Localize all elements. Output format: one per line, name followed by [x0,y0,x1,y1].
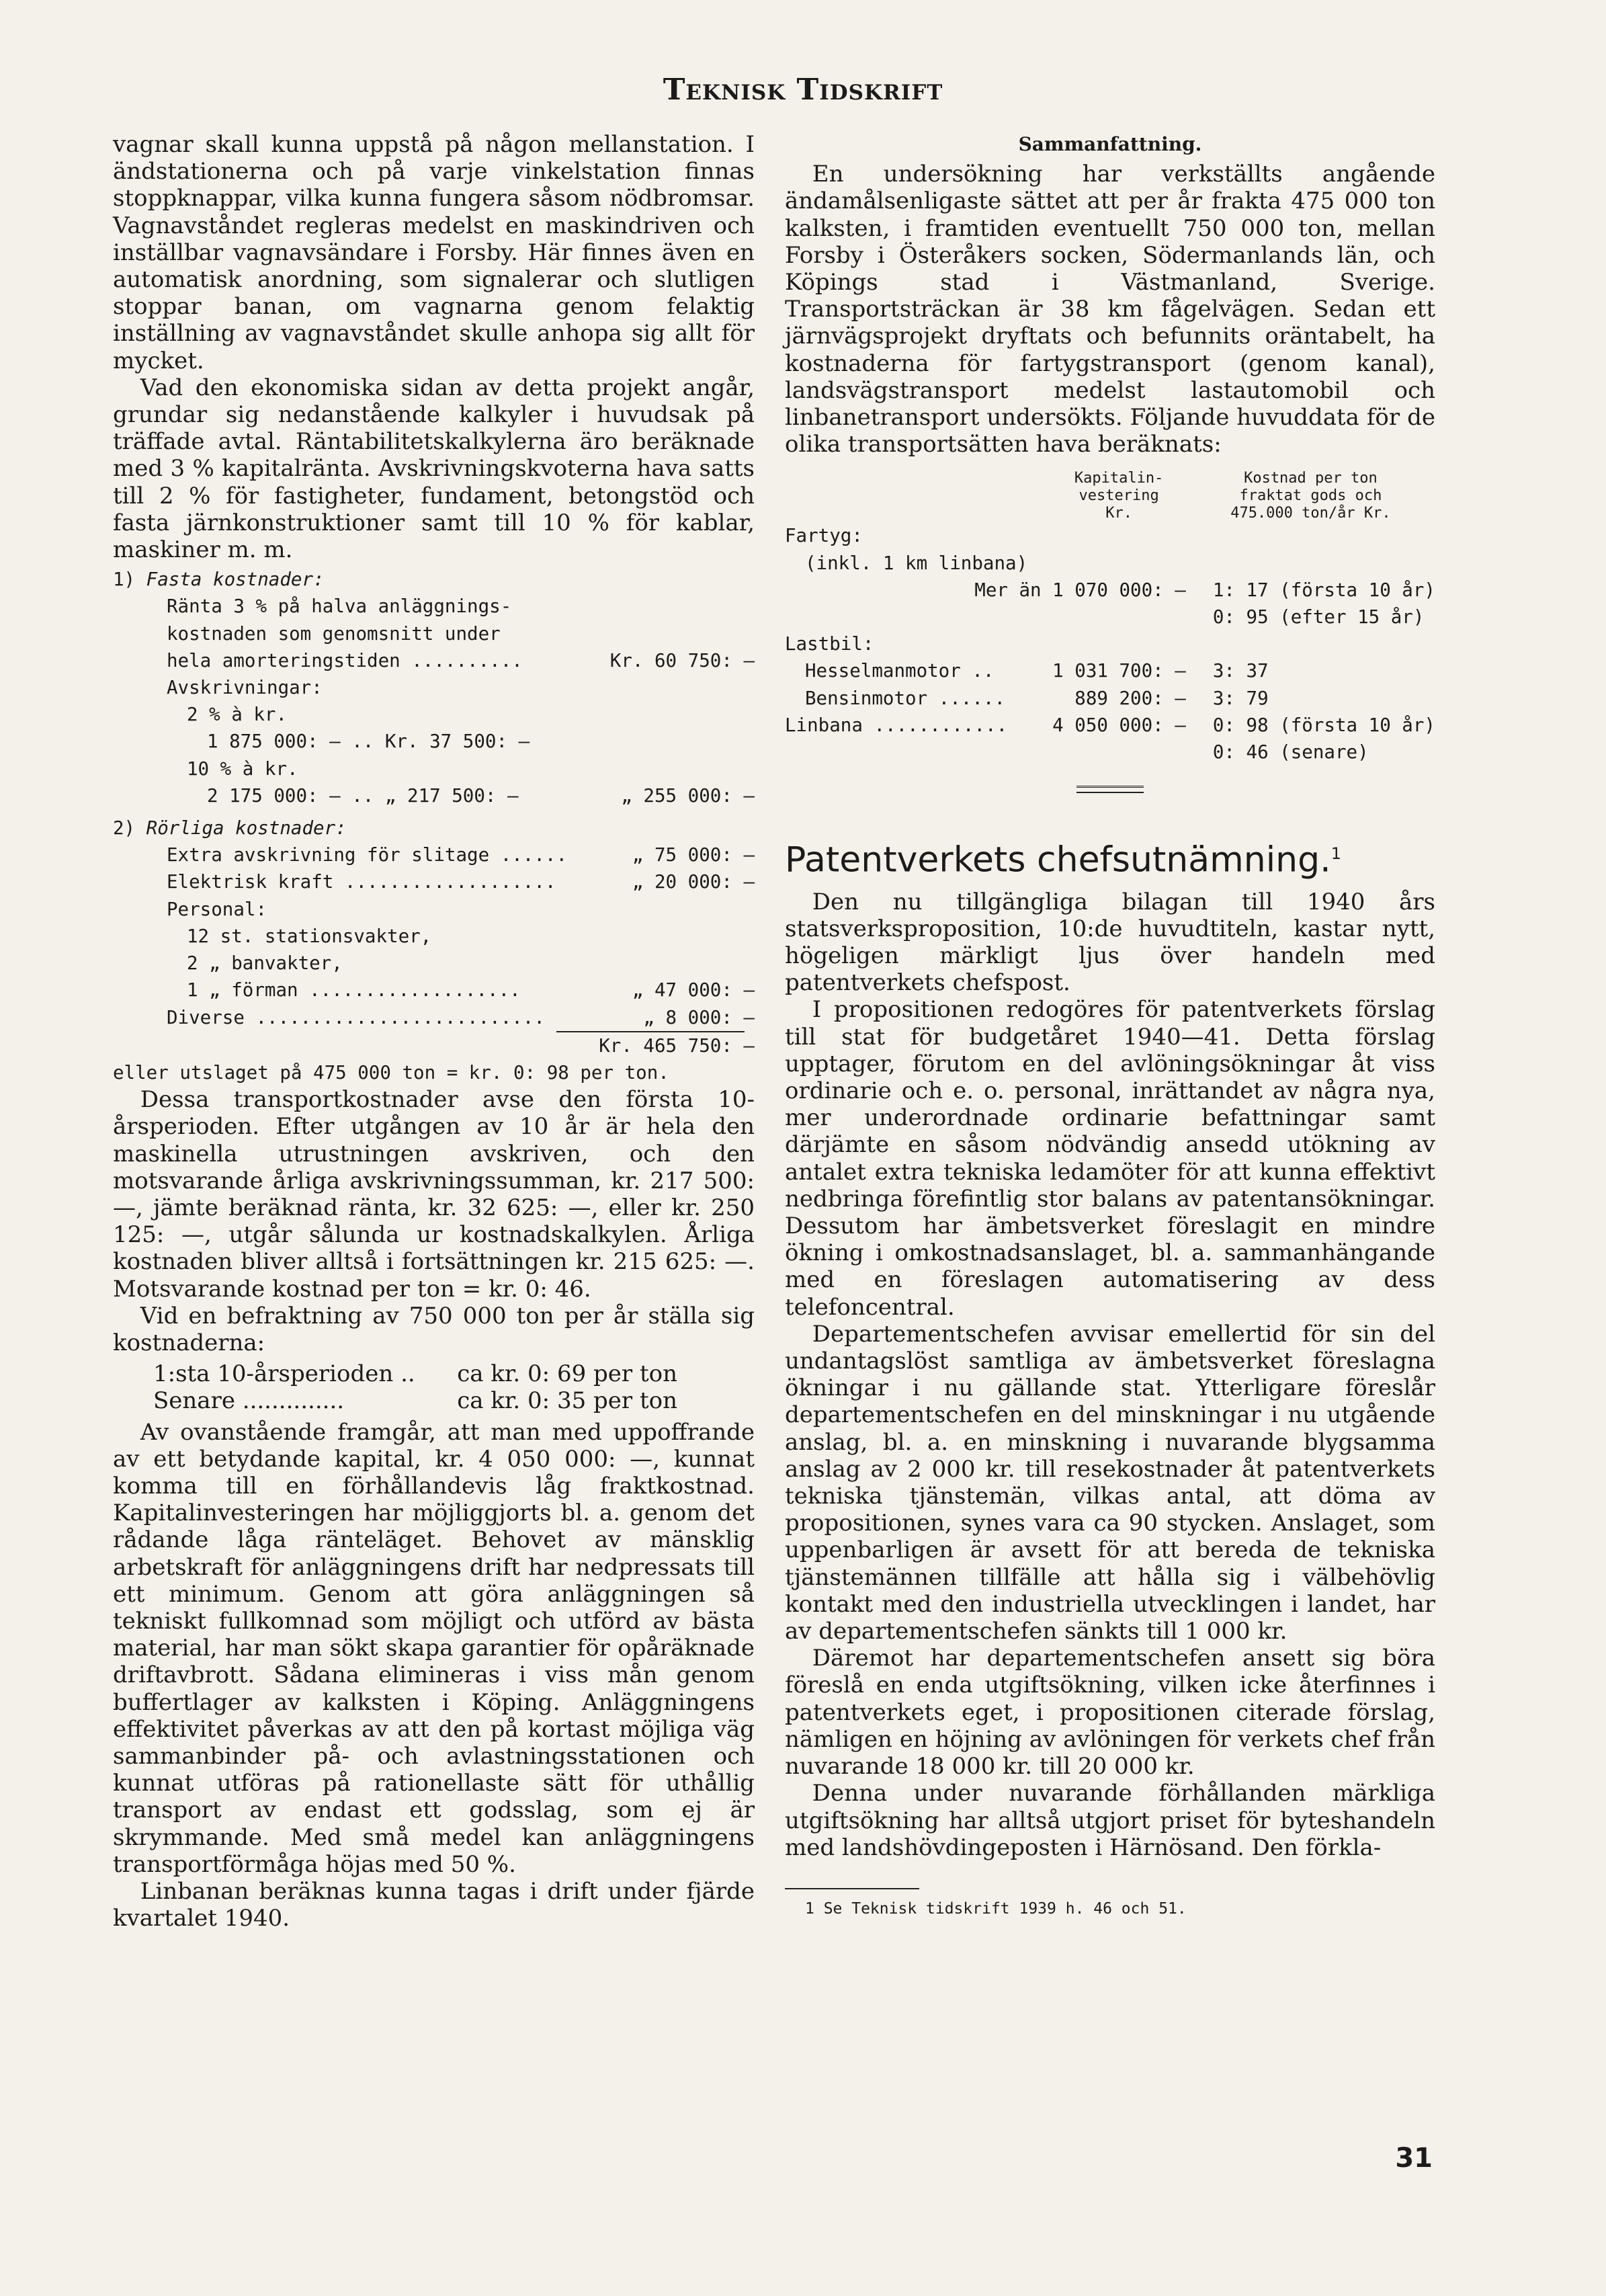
rate-value: ca kr. 0: 69 per ton [457,1360,677,1388]
calc-amount: „ 8 000: — [643,1006,755,1028]
cost-calculation [113,566,755,1086]
table-cell-capital: 1 031 700: — [1052,660,1186,682]
table-header-cost: Kostnad per ton fraktat gods och 475.000 ton/år Kr. [1230,470,1391,522]
table-cell-label: Lastbil: [785,633,874,655]
calc-line: 2 „ banvakter, [187,952,343,975]
table-cell-cost [1186,630,1435,657]
table-cell-capital [1052,739,1185,766]
section-separator [1076,786,1144,793]
right-column [785,131,1435,1919]
calc-amount: „ 47 000: — [632,979,755,1001]
calc-total: Kr. 465 750: — [599,1034,755,1057]
page-number: 31 [1395,2143,1433,2174]
table-cell-label: Fartyg: [785,525,863,547]
table-header-row [785,470,1435,522]
table-cell-cost: 1: 17 (första 10 år) [1212,579,1435,601]
calc-heading: Rörliga kostnader: [146,817,347,839]
paragraph: Departementschefen avvisar emellertid för sin del undantagslöst samtliga av ämbetsverket föreslagna ökningar i nu gällande stat. Ytterligare föreslår departementschefen en del minskningar i nu utgående anslag, bl. a. en minskning i nuvarande blygsamma anslag av 2 000 kr. till resekostnader åt patentverkets tekniska tjänstemän, vilkas antal, att döma av propositionen, synes vara ca 90 stycken. Anslaget, som uppenbarligen är avsett för att bereda de tekniska tjänstemännen tillfälle att hålla sig i välbehövlig kontakt med den industriella utvecklingen i landet, har av departementschefen sänkts till 1 000 kr. [785,1320,1435,1645]
table-cell-cost: 0: 46 (senare) [1212,741,1369,764]
paragraph: Den nu tillgängliga bilagan till 1940 års statsverksproposition, 10:de huvudtiteln, kastar nytt, högeligen märkligt ljus över handeln med patentverkets chefspost. [785,888,1435,997]
article-title: Patentverkets chefsutnämning. [785,839,1331,880]
rate-label: 1:sta 10-årsperioden .. [153,1360,415,1388]
calc-line: 12 st. stationsvakter, [187,925,432,947]
calc-amount: „ 75 000: — [632,844,755,866]
table-cell-cost: 3: 37 [1212,660,1269,682]
table-cell-capital [1052,522,1185,549]
rate-list [113,1360,755,1414]
table-cell-cost: 3: 79 [1212,687,1269,709]
paragraph: Linbanan beräknas kunna tagas i drift under fjärde kvartalet 1940. [113,1878,755,1932]
calc-label: 2 175 000: — .. „ 217 500: — [207,784,519,807]
article-heading [785,833,1435,880]
paragraph: Av ovanstående framgår, att man med uppoffrande av ett betydande kapital, kr. 4 050 000: —, kunnat komma till en förhållandevis låg fraktkostnad. Kapitalinvesteringen har möjliggjorts bl. a. genom det rådande låga ränteläget. Behovet av mänsklig arbetskraft för anläggningens drift har nedpressats till ett minimum. Genom att göra anläggningen så tekniskt fullkomnad som möjligt och utförd av bästa material, har man sökt skapa garantier för opåräknade driftavbrott. Sådana elimineras i viss mån genom buffertlager av kalksten i Köping. Anläggningens effektivitet påverkas av att den på kortast möjliga väg sammanbinder på- och avlastningsstationen och kunnat utföras på rationellaste sätt för uthållig transport av endast ett godsslag, som ej är skrymmande. Med små medel kan anläggningens transportförmåga höjas med 50 %. [113,1418,755,1878]
calc-line: Personal: [167,898,267,920]
table-cell-cost: 0: 98 (första 10 år) [1212,714,1435,736]
rate-label: Senare .............. [153,1387,345,1415]
calc-row [113,782,755,809]
running-header: Teknisk Tidskrift [663,73,943,107]
table-row [785,739,1435,766]
rate-row [153,1387,677,1414]
calc-line: 1 875 000: — .. Kr. 37 500: — [207,731,530,753]
calc-label: hela amorteringstiden .......... [167,649,523,671]
table-cell-capital: 889 200: — [1074,687,1186,709]
table-cell-capital: 4 050 000: — [1052,714,1186,736]
calc-label: Elektrisk kraft ................... [167,871,556,893]
calc-line: Ränta 3 % på halva anläggnings- [167,596,512,618]
paragraph: Vad den ekonomiska sidan av detta projekt angår, grundar sig nedanstående kalkyler i huvudsak på träffade avtal. Räntabilitetskalkylerna äro beräknade med 3 % kapitalränta. Avskrivningskvoterna hava satts till 2 % för fastigheter, fundament, betongstöd och fasta järnkonstruktioner samt till 10 % för kablar, maskiner m. m. [113,374,755,564]
table-row [785,630,1435,657]
rate-value: ca kr. 0: 35 per ton [457,1387,677,1415]
fixed-costs-title [113,566,755,593]
table-row [785,685,1435,712]
calc-row [113,647,755,674]
table-header-capital: Kapitalin- vestering Kr. [1074,470,1164,522]
transport-cost-table [785,470,1435,766]
paragraph: vagnar skall kunna uppstå på någon mellanstation. I ändstationerna och på varje vinkelstation finnas stoppknappar, vilka kunna fungera såsom nödbromsar. Vagnavståndet regleras medelst en maskindriven och inställbar vagnavsändare i Forsby. Här finnes även en automatisk anordning, som signalerar och slutligen stoppar banan, om vagnarna genom felaktig inställning av vagnavståndet skulle anhopa sig allt för mycket. [113,131,755,374]
table-cell-cost [1186,522,1435,549]
footnote-marker: 1 [1330,844,1341,864]
paragraph: Vid en befraktning av 750 000 ton per år ställa sig kostnaderna: [113,1302,755,1356]
table-row [785,577,1435,604]
calc-row [113,1004,755,1031]
table-cell-label: (inkl. 1 km linbana) [805,552,1028,574]
calc-amount: Kr. 60 750: — [609,649,755,671]
table-cell-capital [1052,604,1185,630]
summary-paragraph: En undersökning har verkställts angående ändamålsenligaste sättet att per år frakta 475 000 ton kalksten, i framtiden eventuellt 750 000 ton, mellan Forsby i Österåkers socken, Södermanlands län, och Köpings stad i Västmanland, Sverige. Transportsträckan är 38 km fågelvägen. Sedan ett järnvägsprojekt dryftats och befunnits oräntabelt, ha kostnaderna för fartygstransport (genom kanal), landsvägstransport medelst lastautomobil och linbanetransport undersökts. Följande huvuddata för de olika transportsätten hava beräknats: [785,161,1435,458]
paragraph: I propositionen redogöres för patentverkets förslag till stat för budgetåret 1940—41. Detta förslag upptager, förutom en del avlöningsökningar åt viss ordinarie och e. o. personal, inrättandet av några nya, mer underordnade ordinarie befattningar samt därjämte en såsom nödvändig ansedd utökning av antalet extra tekniska ledamöter för att kunna effektivt nedbringa förefintlig stor balans av patentansökningar. Dessutom har ämbetsverket föreslagit en mindre ökning i omkostnadsanslaget, bl. a. sammanhängande med en föreslagen automatisering av dess telefoncentral. [785,996,1435,1321]
table-cell-label [785,739,1052,766]
table-row [785,550,1435,577]
calc-number: 1) [113,569,146,591]
calc-amount: „ 20 000: — [632,871,755,893]
table-row [785,657,1435,684]
calc-row [113,868,755,895]
rate-row [153,1360,677,1387]
table-cell-label: Linbana ............ [785,714,1008,736]
table-cell-label: Mer än 1 070 000: — [974,579,1186,601]
table-cell-label: Hesselmanmotor .. [805,660,995,682]
calc-label: 1 „ förman ................... [187,979,521,1001]
table-cell-cost [1186,550,1435,577]
table-cell-cost: 0: 95 (efter 15 år) [1212,606,1425,628]
table-cell-capital [1052,630,1185,657]
summary-title: Sammanfattning. [1018,133,1202,155]
calc-label: Extra avskrivning för slitage ...... [167,844,568,866]
calc-row [113,977,755,1003]
paragraph: Däremot har departementschefen ansett sig böra föreslå en enda utgiftsökning, vilken icke återfinnes i patentverkets eget, i propositionen citerade förslag, nämligen en höjning av avlöningen för verkets chef från nuvarande 18 000 kr. till 20 000 kr. [785,1645,1435,1780]
table-cell-capital [1052,550,1185,577]
calc-line: Avskrivningar: [167,677,323,699]
table-row [785,712,1435,739]
calc-line: 10 % à kr. [187,757,298,780]
variable-costs-title [113,815,755,842]
calc-amount: „ 255 000: — [621,784,755,807]
table-cell-label: Bensinmotor ...... [805,687,1006,709]
calc-per-ton: eller utslaget på 475 000 ton = kr. 0: 98 per ton. [113,1061,669,1083]
table-row [785,522,1435,549]
calc-line: 2 % à kr. [187,704,288,726]
left-column [113,131,755,1932]
calc-heading: Fasta kostnader: [146,569,325,591]
calc-label: Diverse .......................... [167,1006,545,1028]
table-row [785,604,1435,630]
calc-line: kostnaden som genomsnitt under [167,622,501,645]
footnote-rule [785,1888,919,1889]
paragraph: Denna under nuvarande förhållanden märkliga utgiftsökning har alltså utgjort priset för byteshandeln med landshövdingeposten i Härnösand. Den förkla- [785,1780,1435,1861]
footnote: 1 Se Teknisk tidskrift 1939 h. 46 och 51. [805,1899,1187,1918]
calc-row [113,842,755,868]
paragraph: Dessa transportkostnader avse den första 10-årsperioden. Efter utgången av 10 år är hela den maskinella utrustningen avskriven, och den motsvarande årliga avskrivningssumman, kr. 217 500: —, jämte beräknad ränta, kr. 32 625: —, eller kr. 250 125: —, utgår sålunda ur kostnadskalkylen. Årliga kostnaden bliver alltså i fortsättningen kr. 215 625: —. Motsvarande kostnad per ton = kr. 0: 46. [113,1086,755,1303]
table-cell-label [785,604,1052,630]
calc-number: 2) [113,817,146,839]
